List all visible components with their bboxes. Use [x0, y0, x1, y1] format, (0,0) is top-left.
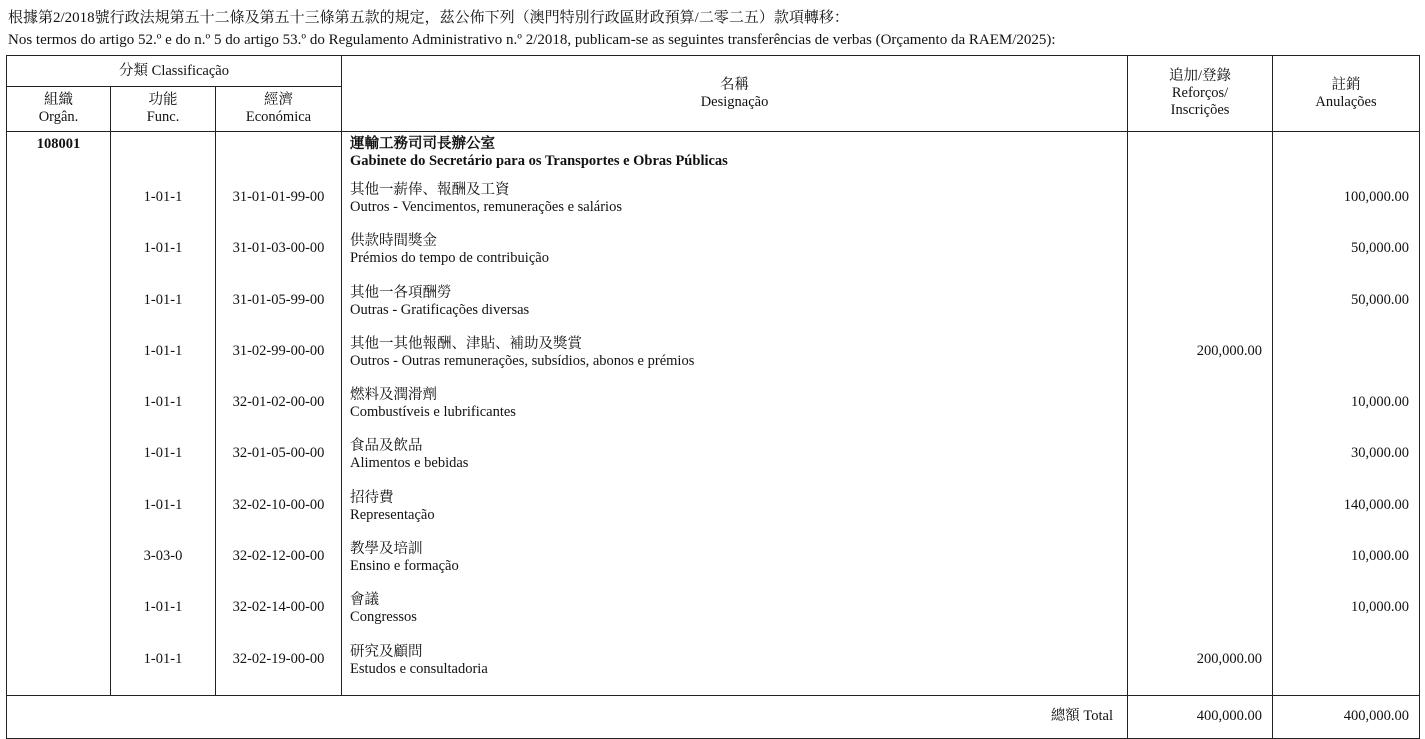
func-code: 1-01-1	[111, 336, 216, 387]
item-name-zh: 教學及培訓	[350, 541, 423, 558]
item-name-pt: Congressos	[350, 609, 417, 626]
annulment-amount: 10,000.00	[1273, 541, 1420, 592]
office-name-pt: Gabinete do Secretário para os Transportes e Obras Públicas	[350, 153, 728, 169]
func-code: 1-01-1	[111, 644, 216, 696]
table-row	[7, 592, 1420, 643]
item-name-zh: 供款時間獎金	[350, 233, 438, 250]
total-annulment: 400,000.00	[1273, 695, 1420, 738]
designation-header-zh: 名稱	[720, 76, 750, 93]
budget-transfer-table	[6, 55, 1420, 739]
econ-code: 32-01-05-00-00	[216, 438, 342, 489]
annulment-header-pt: Anulações	[1315, 93, 1377, 110]
item-name	[342, 387, 1128, 438]
designation-header-pt: Designação	[700, 93, 769, 110]
item-name-zh: 燃料及潤滑劑	[350, 387, 438, 404]
item-name-zh: 其他一其他報酬、津貼、補助及獎賞	[350, 335, 583, 352]
item-name-zh: 會議	[350, 592, 380, 609]
func-code: 3-03-0	[111, 541, 216, 592]
reinforcement-amount: 200,000.00	[1128, 644, 1273, 696]
reinforcement-amount	[1128, 285, 1273, 336]
organ-code: 108001	[7, 132, 111, 183]
function-header-zh: 功能	[148, 92, 178, 108]
func-code: 1-01-1	[111, 285, 216, 336]
item-name-zh: 其他一薪俸、報酬及工資	[350, 182, 510, 198]
total-label: 總額 Total	[7, 695, 1128, 738]
item-name-pt: Representação	[350, 506, 435, 523]
office-name-zh: 運輸工務司司長辦公室	[350, 136, 496, 152]
econ-code: 31-01-01-99-00	[216, 182, 342, 233]
designation-header	[342, 56, 1128, 132]
annulment-header	[1273, 56, 1420, 132]
organ-header-pt: Orgân.	[38, 109, 79, 125]
item-name	[342, 182, 1128, 233]
office-func-cell	[111, 132, 216, 183]
annulment-amount	[1273, 644, 1420, 696]
econ-code: 31-02-99-00-00	[216, 336, 342, 387]
economic-header-pt: Económica	[245, 109, 312, 125]
econ-code: 32-02-12-00-00	[216, 541, 342, 592]
reinforcement-amount	[1128, 592, 1273, 643]
table-row	[7, 644, 1420, 696]
item-name-pt: Outros - Vencimentos, remunerações e salários	[350, 199, 622, 215]
annulment-amount: 30,000.00	[1273, 438, 1420, 489]
func-code: 1-01-1	[111, 233, 216, 284]
economic-header-zh: 經濟	[264, 92, 294, 108]
table-row	[7, 541, 1420, 592]
organ-header	[7, 87, 111, 132]
item-name-pt: Outras - Gratificações diversas	[350, 301, 530, 318]
office-reinforcement-cell	[1128, 132, 1273, 183]
total-row	[7, 695, 1420, 738]
item-name	[342, 285, 1128, 336]
annulment-amount: 10,000.00	[1273, 387, 1420, 438]
reinforcement-amount	[1128, 438, 1273, 489]
item-name-pt: Prémios do tempo de contribuição	[350, 250, 549, 267]
table-row	[7, 336, 1420, 387]
intro-text-pt: Nos termos do artigo 52.º e do n.º 5 do artigo 53.º do Regulamento Administrativo n.º 2/2018, publicam-se as seguintes transferências de verbas (Orçamento da RAEM/2025):	[8, 32, 1056, 48]
item-name-zh: 其他一各項酬勞	[350, 284, 452, 301]
reinforcement-amount	[1128, 490, 1273, 541]
annulment-header-zh: 註銷	[1331, 76, 1361, 93]
table-row	[7, 438, 1420, 489]
econ-code: 32-01-02-00-00	[216, 387, 342, 438]
func-code: 1-01-1	[111, 387, 216, 438]
item-name-zh: 研究及顧問	[350, 643, 423, 660]
reinforcement-header	[1128, 56, 1273, 132]
item-name	[342, 541, 1128, 592]
intro-text-zh: 根據第2/2018號行政法規第五十二條及第五十三條第五款的規定，茲公佈下列（澳門特別行政區財政預算/二零二五）款項轉移：	[8, 10, 849, 26]
func-code: 1-01-1	[111, 490, 216, 541]
item-name	[342, 592, 1128, 643]
annulment-amount: 10,000.00	[1273, 592, 1420, 643]
item-name	[342, 644, 1128, 696]
item-name	[342, 336, 1128, 387]
table-row	[7, 387, 1420, 438]
total-reinforcement: 400,000.00	[1128, 695, 1273, 738]
reinforcement-header-pt1: Reforços/	[1171, 85, 1229, 101]
reinforcement-amount	[1128, 182, 1273, 233]
annulment-amount: 140,000.00	[1273, 490, 1420, 541]
reinforcement-header-zh: 追加/登錄	[1169, 68, 1232, 84]
func-code: 1-01-1	[111, 592, 216, 643]
econ-code: 32-02-10-00-00	[216, 490, 342, 541]
econ-code: 32-02-14-00-00	[216, 592, 342, 643]
office-econ-cell	[216, 132, 342, 183]
table-row	[7, 490, 1420, 541]
economic-header	[216, 87, 342, 132]
econ-code: 31-01-05-99-00	[216, 285, 342, 336]
reinforcement-amount	[1128, 233, 1273, 284]
annulment-amount: 100,000.00	[1273, 182, 1420, 233]
transfer-table-container	[6, 55, 1419, 739]
item-name	[342, 233, 1128, 284]
reinforcement-amount: 200,000.00	[1128, 336, 1273, 387]
item-name-pt: Ensino e formação	[350, 558, 459, 575]
item-name-pt: Outros - Outras remunerações, subsídios, abonos e prémios	[350, 352, 695, 369]
office-row	[7, 132, 1420, 183]
organ-header-zh: 組織	[44, 92, 73, 108]
office-annulment-cell	[1273, 132, 1420, 183]
item-name	[342, 438, 1128, 489]
reinforcement-header-pt2: Inscrições	[1170, 102, 1230, 118]
econ-code: 31-01-03-00-00	[216, 233, 342, 284]
func-code: 1-01-1	[111, 438, 216, 489]
table-row	[7, 285, 1420, 336]
item-name	[342, 490, 1128, 541]
table-row	[7, 182, 1420, 233]
function-header-pt: Func.	[146, 109, 180, 125]
item-name-pt: Alimentos e bebidas	[350, 455, 469, 472]
office-name-cell	[342, 132, 1128, 183]
item-name-pt: Combustíveis e lubrificantes	[350, 404, 516, 421]
reinforcement-amount	[1128, 541, 1273, 592]
annulment-amount: 50,000.00	[1273, 285, 1420, 336]
item-name-zh: 食品及飲品	[350, 438, 423, 455]
econ-code: 32-02-19-00-00	[216, 644, 342, 696]
item-name-pt: Estudos e consultadoria	[350, 660, 488, 677]
item-name-zh: 招待費	[350, 489, 394, 506]
func-code: 1-01-1	[111, 182, 216, 233]
table-row	[7, 233, 1420, 284]
annulment-amount	[1273, 336, 1420, 387]
annulment-amount: 50,000.00	[1273, 233, 1420, 284]
classification-header: 分類 Classificação	[7, 56, 342, 87]
function-header	[111, 87, 216, 132]
reinforcement-amount	[1128, 387, 1273, 438]
